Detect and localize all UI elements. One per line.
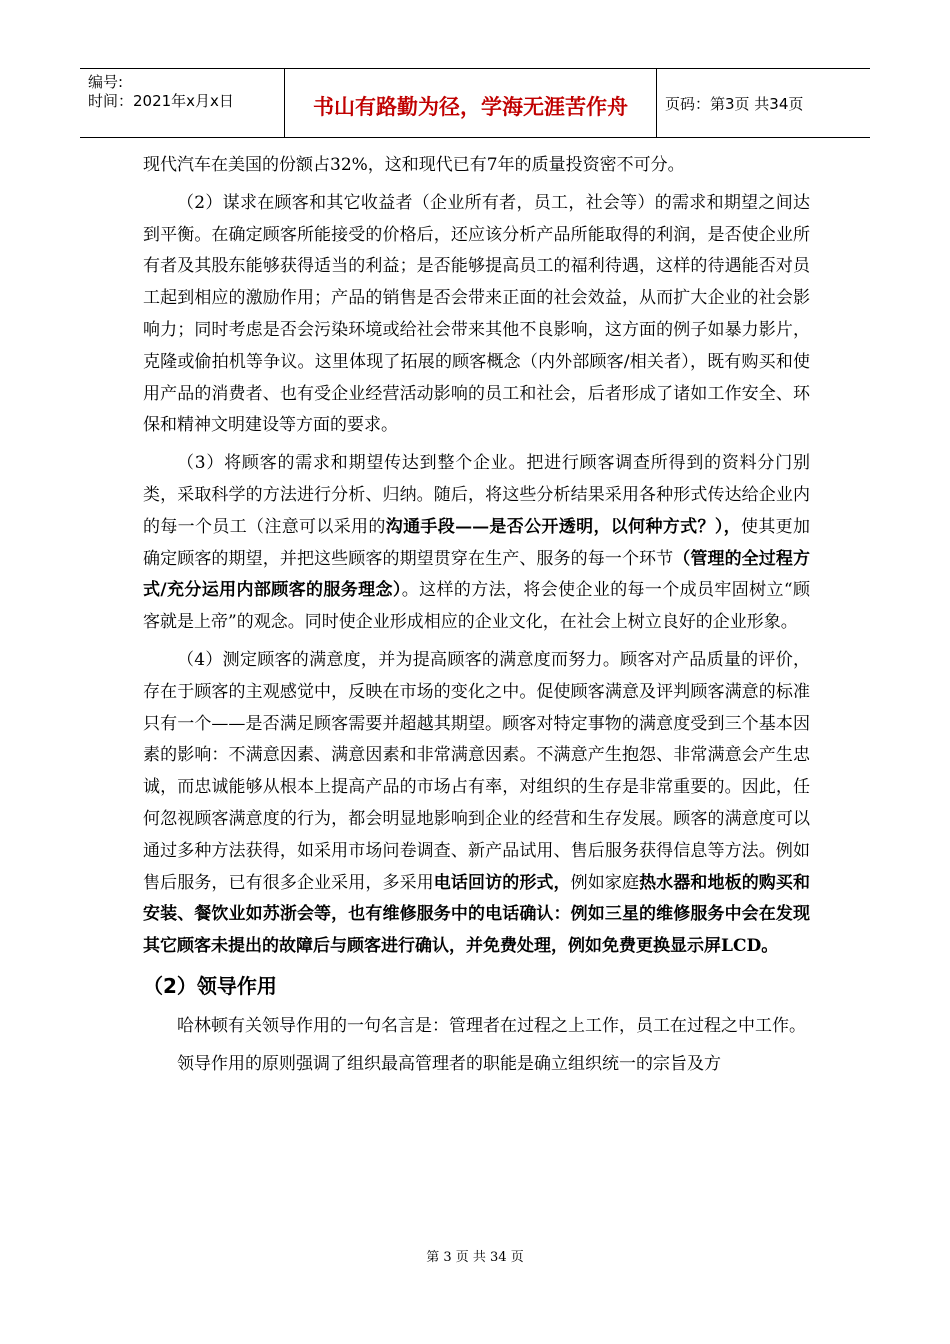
paragraph-5: 领导作用的原则强调了组织最高管理者的职能是确立组织统一的宗旨及方 — [177, 1053, 721, 1074]
paragraph-3-text-c: 例如家庭 — [570, 872, 640, 893]
document-body — [143, 150, 810, 1087]
paragraph-4: 哈林顿有关领导作用的一句名言是：管理者在过程之上工作，员工在过程之中工作。 — [177, 1015, 806, 1036]
paragraph-3-bold-b: 电话回访的形式， — [433, 872, 571, 893]
paragraph-2-text-e: 。这样的方法，将会使企业的每一个成员牢固树立“顾客就是上帝”的观念。同时使企业形成相应的企业文化，在社会上树立良好的企业形象。 — [143, 580, 810, 633]
paragraph-3-text-a: （4）测定顾客的满意度，并为提高顾客的满意度而努力。顾客对产品质量的评价，存在于顾客的主观感觉中，反映在市场的变化之中。促使顾客满意及评判顾客满意的标准只有一个——是否满足顾客需要并超越其期望。顾客对特定事物的满意度受到三个基本因素的影响：不满意因素、满意因素和非常满意因素。不满意产生抱怨、非常满意会产生忠诚，而忠诚能够从根本上提高产品的市场占有率，对组织的生存是非常重要的。因此，任何忽视顾客满意度的行为，都会明显地影响到企业的经营和生存发展。顾客的满意度可以通过多种方法获得，如采用市场问卷调查、新产品试用、售后服务获得信息等方法。例如售后服务，已有很多企业采用，多采用 — [143, 649, 810, 893]
paragraph-2-bold-d: （管理的全过程方式/充分运用内部顾客的服务理念） — [143, 548, 811, 601]
paragraph-3 — [143, 645, 810, 963]
header-motto: 书山有路勤为径，学海无涯苦作舟 — [284, 69, 657, 137]
paragraph-2-text-c: 使其更加确定顾客的期望，并把这些顾客的期望贯穿在生产、服务的每一个环节 — [143, 516, 811, 569]
header-info-cell — [80, 69, 284, 137]
document-number-label: 编号: — [88, 73, 124, 91]
paragraph-2 — [143, 448, 810, 639]
page-header — [80, 68, 870, 138]
section-heading: （2）领导作用 — [143, 973, 277, 998]
paragraph-0: 现代汽车在美国的份额占32%，这和现代已有7年的质量投资密不可分。 — [143, 155, 685, 175]
paragraph-2-bold-b: 沟通手段——是否公开透明，以何种方式？）， — [385, 516, 741, 537]
paragraph-2-text-a: （3）将顾客的需求和期望传达到整个企业。把进行顾客调查所得到的资料分门别类，采取科学的方法进行分析、归纳。随后，将这些分析结果采用各种形式传达给企业内的每一个员工（注意可以采用的 — [143, 453, 810, 537]
page-footer: 第 3 页 共 34 页 — [426, 1250, 524, 1265]
header-page-label: 页码：第3页 共34页 — [665, 94, 804, 113]
paragraph-3-bold-d: 热水器和地板的购买和安装、餐饮业如苏浙会等，也有维修服务中的电话确认：例如三星的维修服务中会在发现其它顾客未提出的故障后与顾客进行确认，并免费处理，例如免费更换显示屏LCD。 — [143, 872, 811, 957]
paragraph-1: （2）谋求在顾客和其它收益者（企业所有者，员工，社会等）的需求和期望之间达到平衡。在确定顾客所能接受的价格后，还应该分析产品所能取得的利润，是否使企业所有者及其股东能够获得适当的利益；是否能够提高员工的福利待遇，这样的待遇能否对员工起到相应的激励作用；产品的销售是否会带来正面的社会效益，从而扩大企业的社会影响力；同时考虑是否会污染环境或给社会带来其他不良影响，这方面的例子如暴力影片，克隆或偷拍机等争议。这里体现了拓展的顾客概念（内外部顾客/相关者），既有购买和使用产品的消费者、也有受企业经营活动影响的员工和社会，后者形成了诸如工作安全、环保和精神文明建设等方面的要求。 — [143, 192, 810, 436]
document-date-label: 时间：2021年x月x日 — [88, 92, 234, 110]
